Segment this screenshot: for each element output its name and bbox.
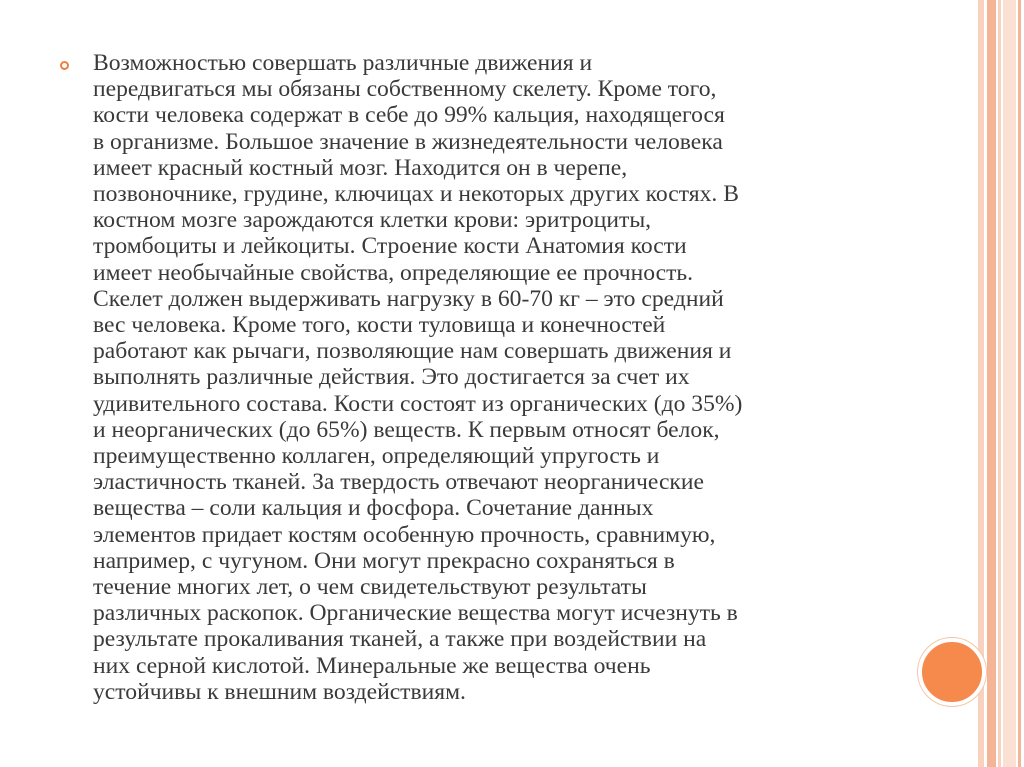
- decorative-stripe: [987, 0, 996, 767]
- decorative-stripe: [1003, 0, 1016, 767]
- slide-body: [58, 50, 938, 705]
- bullet-circle-icon: [60, 61, 69, 70]
- bullet-item: [58, 50, 938, 705]
- bullet-paragraph: Возможностью совершать различные движения и передвигаться мы обязаны собственному скелету. Кроме того, кости человека содержат в себе до 99% кальция, находящегося в организме. Большое значение в жизнедеятельности человека имеет красный костный мозг. Находится он в черепе, позвоночнике, грудине, ключицах и некоторых других костях. В костном мозге зарождаются клетки крови: эритроциты, тромбоциты и лейкоциты. Строение кости Анатомия кости имеет необычайные свойства, определяющие ее прочность. Скелет должен выдерживать нагрузку в 60-70 кг – это средний вес человека. Кроме того, кости туловища и конечностей работают как рычаги, позволяющие нам совершать движения и выполнять различные действия. Это достигается за счет их удивительного состава. Кости состоят из органических (до 35%) и неорганических (до 65%) веществ. К первым относят белок, преимущественно коллаген, определяющий упругость и эластичность тканей. За твердость отвечают неорганические вещества – соли кальция и фосфора. Сочетание данных элементов придает костям особенную прочность, сравнимую, например, с чугуном. Они могут прекрасно сохраняться в течение многих лет, о чем свидетельствуют результаты различных раскопок. Органические вещества могут исчезнуть в результате прокаливания тканей, а также при воздействии на них серной кислотой. Минеральные же вещества очень устойчивы к внешним воздействиям.: [93, 50, 743, 705]
- decorative-stripe: [998, 0, 1001, 767]
- decorative-stripe: [1018, 0, 1021, 767]
